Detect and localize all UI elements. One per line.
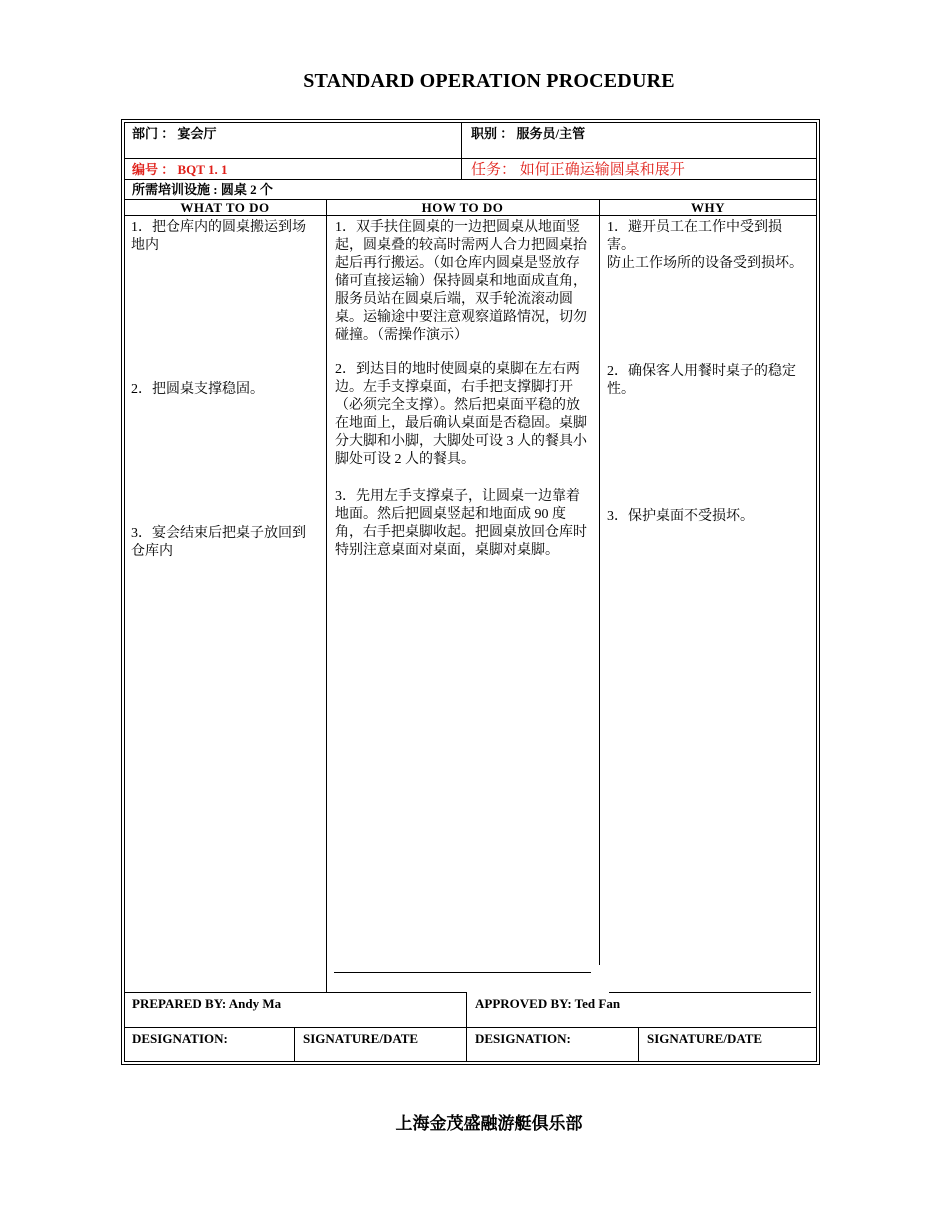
why-column-end-line [609,992,811,993]
header-divider [124,215,817,216]
why-step-1: 1．避开员工在工作中受到损害。 [607,220,782,253]
code-field: 编号 ： BQT 1. 1 [132,162,228,177]
designation-signature-divider-left [294,1027,295,1062]
designation-right-field: DESIGNATION: [475,1031,571,1046]
designation-divider [124,1027,817,1028]
what-step-3: 3．宴会结束后把桌子放回到仓库内 [131,526,306,559]
what-to-do-header: WHAT TO DO [180,200,270,215]
designation-left-field: DESIGNATION: [132,1031,228,1046]
why-step-2: 2．确保客人用餐时桌子的稳定性。 [607,364,796,397]
header-column-divider [461,122,462,179]
document-title: STANDARD OPERATION PROCEDURE [303,70,675,92]
how-step-1: 1．双手扶住圆桌的一边把圆桌从地面竖起，圆桌叠的较高时需两人合力把圆桌抬起后再行搬运。（如仓库内圆桌是竖放存储可直接运输）保持圆桌和地面成直角，服务员站在圆桌后端，双手轮流滚动圆桌。运输途中要注意观察道路情况，切勿碰撞。（需操作演示） [335,220,587,343]
prepared-approved-divider [466,992,467,1062]
how-step-3: 3．先用左手支撑桌子，让圆桌一边靠着地面。然后把圆桌竖起和地面成 90 度角，右手把桌脚收起。把圆桌放回仓库时特别注意桌面对桌面，桌脚对桌脚。 [335,489,587,558]
approved-by-field: APPROVED BY: Ted Fan [475,996,621,1011]
facilities-field: 所需培训设施 : 圆桌 2 个 [132,182,273,197]
signature-right-field: SIGNATURE/DATE [647,1031,763,1046]
what-step-1: 1．把仓库内的圆桌搬运到场地内 [131,220,306,253]
why-step-1-note: 防止工作场所的设备受到损坏。 [607,256,803,271]
task-field: 任务： 如何正确运输圆桌和展开 [471,162,685,178]
row-divider-2 [124,179,817,180]
how-to-do-header: HOW TO DO [421,200,504,215]
organization-name: 上海金茂盛融游艇俱乐部 [395,1114,583,1133]
how-why-divider [599,199,600,965]
what-how-divider [326,199,327,992]
department-field: 部门 ： 宴会厅 [132,126,217,141]
row-divider-1 [124,158,817,159]
footer-divider-left [124,992,466,993]
designation-signature-divider-right [638,1027,639,1062]
what-step-2: 2．把圆桌支撑稳固。 [131,382,264,397]
how-step-2: 2．到达目的地时使圆桌的桌脚在左右两边。左手支撑桌面，右手把支撑脚打开（必须完全支撑）。然后把桌面平稳的放在地面上，最后确认桌面是否稳固。桌脚分大脚和小脚，大脚处可设 3 人的餐具小脚处可设 2 人的餐具。 [335,362,587,467]
why-step-3: 3．保护桌面不受损坏。 [607,509,754,524]
why-header: WHY [691,200,725,215]
prepared-by-field: PREPARED BY: Andy Ma [132,996,282,1011]
position-field: 职别 ： 服务员/主管 [471,126,586,141]
how-column-end-line [334,972,591,973]
signature-left-field: SIGNATURE/DATE [303,1031,419,1046]
